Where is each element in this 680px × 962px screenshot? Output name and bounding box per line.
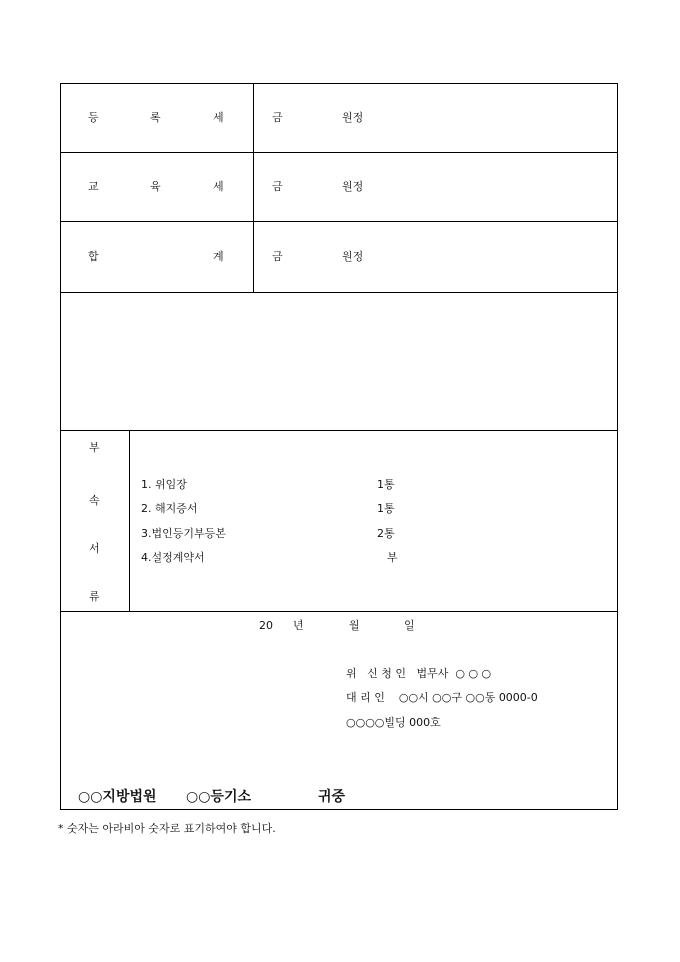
attachments-heading-char: 부 xyxy=(89,441,100,454)
attachment-item-count: 1통 xyxy=(377,478,395,491)
attachment-column-divider xyxy=(129,430,130,611)
amount-suffix: 원정 xyxy=(342,180,364,193)
date-year: 년 xyxy=(293,619,304,632)
form-border-bottom xyxy=(60,809,618,810)
court-name: ○○지방법원 xyxy=(78,789,157,805)
fee-label-char: 교 xyxy=(88,180,99,193)
attachment-item-count: 2통 xyxy=(377,527,395,540)
row-divider xyxy=(60,152,618,153)
attachment-item-name: 4.설정계약서 xyxy=(141,551,205,564)
fee-label-char: 등 xyxy=(88,111,99,124)
attachments-heading-char: 류 xyxy=(89,590,100,603)
attachments-heading-char: 서 xyxy=(89,542,100,555)
fee-label-char: 세 xyxy=(213,180,224,193)
fee-label-char: 육 xyxy=(150,180,161,193)
row-divider xyxy=(60,611,618,612)
applicant-line: ○○○○빌딩 000호 xyxy=(346,716,441,729)
attachment-item-name: 1. 위임장 xyxy=(141,478,187,491)
amount-prefix: 금 xyxy=(272,250,283,263)
form-border-left xyxy=(60,83,61,810)
fee-label-char: 계 xyxy=(213,250,224,263)
fee-label-char: 세 xyxy=(213,111,224,124)
closing-word: 귀중 xyxy=(318,789,346,805)
row-divider xyxy=(60,430,618,431)
amount-suffix: 원정 xyxy=(342,250,364,263)
attachment-item-name: 2. 해지증서 xyxy=(141,502,198,515)
applicant-line: 위 신 청 인 법무사 ○ ○ ○ xyxy=(346,667,492,680)
date-day: 일 xyxy=(404,619,415,632)
form-border-right xyxy=(617,83,618,810)
attachment-item-count: 1통 xyxy=(377,502,395,515)
date-year-prefix: 20 xyxy=(259,619,273,632)
date-month: 월 xyxy=(349,619,360,632)
applicant-line: 대 리 인 ○○시 ○○구 ○○동 0000-0 xyxy=(346,691,538,704)
amount-prefix: 금 xyxy=(272,111,283,124)
registry-office: ○○등기소 xyxy=(186,789,252,805)
row-divider xyxy=(60,221,618,222)
attachment-item-count: 부 xyxy=(387,551,398,564)
fee-label-char: 합 xyxy=(88,250,99,263)
blank-section xyxy=(61,293,617,430)
attachments-heading-char: 속 xyxy=(89,494,100,507)
attachment-item-name: 3.법인등기부등본 xyxy=(141,527,226,540)
form-border-top xyxy=(60,83,618,84)
amount-suffix: 원정 xyxy=(342,111,364,124)
fee-column-divider xyxy=(253,83,254,292)
fee-label-char: 록 xyxy=(150,111,161,124)
amount-prefix: 금 xyxy=(272,180,283,193)
footnote: * 숫자는 아라비아 숫자로 표기하여야 합니다. xyxy=(58,822,276,835)
